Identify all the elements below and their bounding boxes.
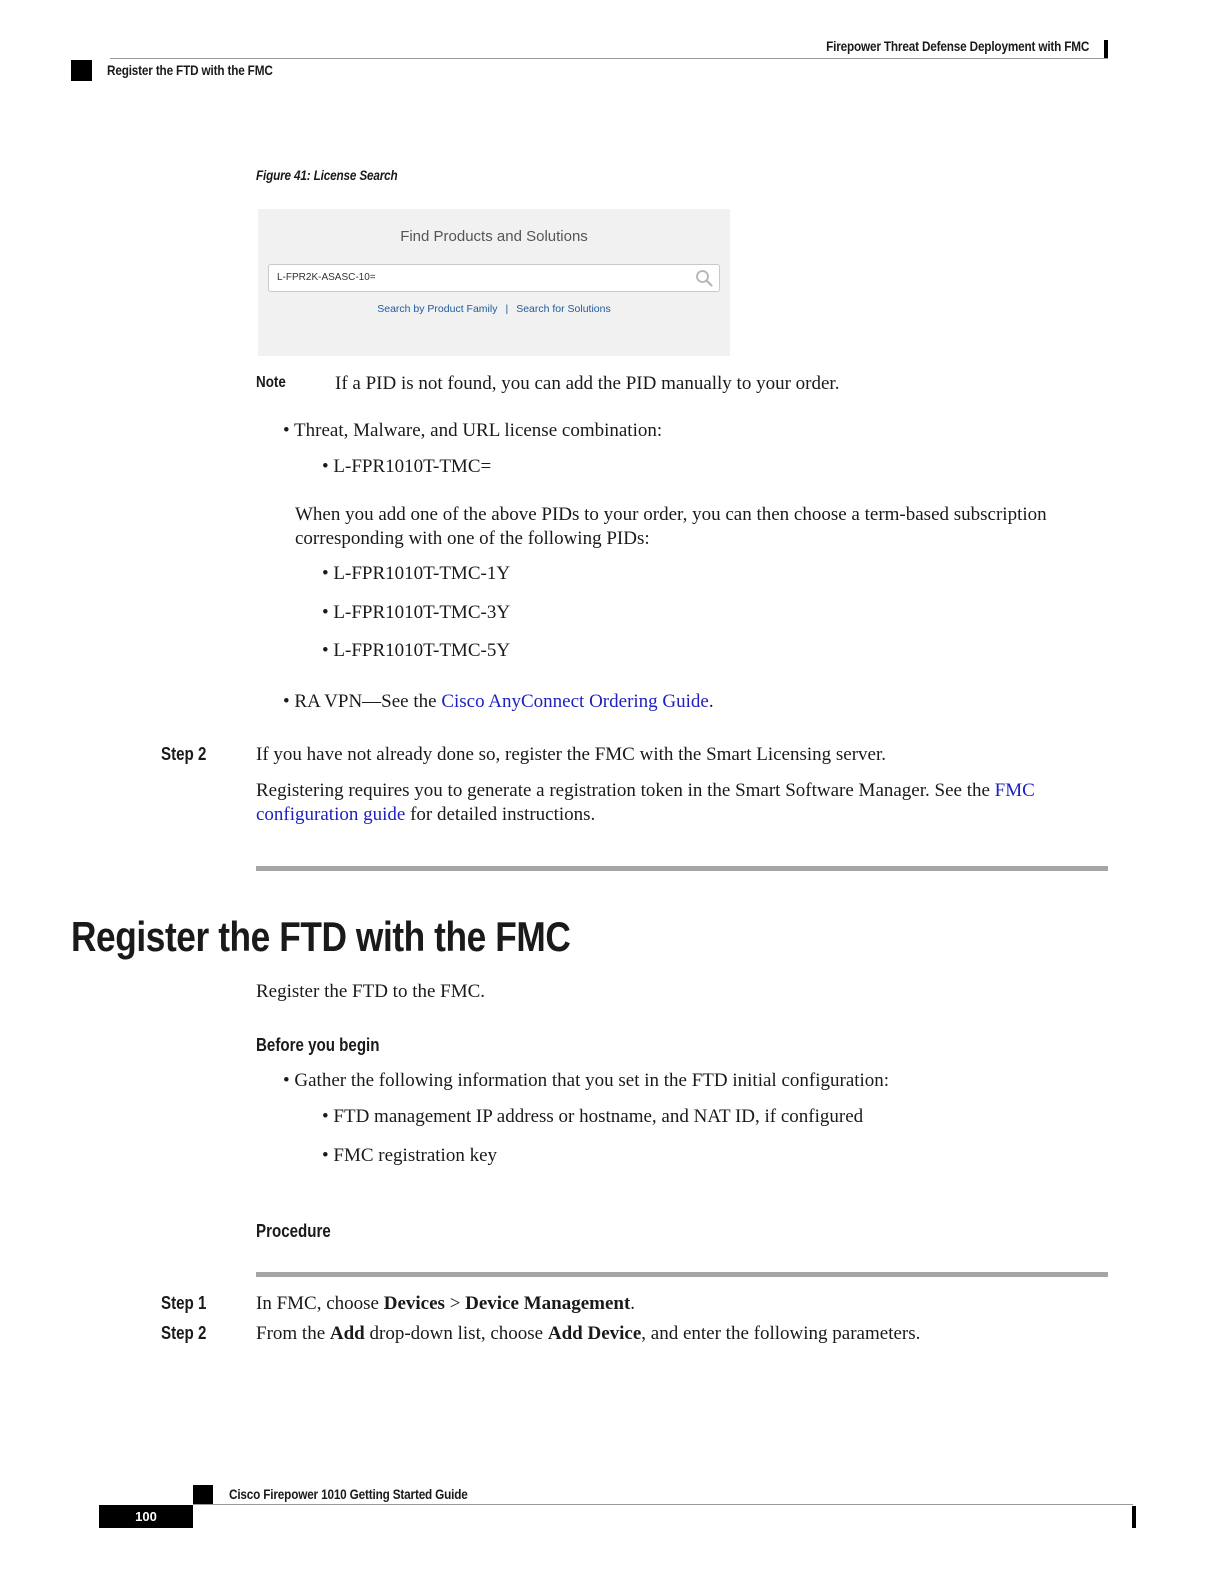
before-you-begin-heading: Before you begin xyxy=(256,1035,380,1055)
step-text-run: , and enter the following parameters. xyxy=(641,1323,921,1344)
step-detail-text: Registering requires you to generate a registration token in the Smart Software Manager. See the xyxy=(256,780,995,801)
page-number: 100 xyxy=(99,1505,193,1528)
ravpn-period: . xyxy=(708,691,714,712)
step-label: Step 1 xyxy=(161,1293,207,1313)
procedure-heading: Procedure xyxy=(256,1221,331,1241)
note-text: If a PID is not found, you can add the PID manually to your order. xyxy=(335,373,840,394)
step-text-run: From the xyxy=(256,1323,330,1344)
list-item-ravpn xyxy=(283,690,714,714)
running-header-title: Firepower Threat Defense Deployment with FMC xyxy=(825,38,1089,54)
list-item: • FMC registration key xyxy=(322,1145,497,1166)
step-text xyxy=(256,1322,920,1346)
header-bar-mark xyxy=(1104,40,1108,58)
section-intro: Register the FTD to the FMC. xyxy=(256,981,486,1002)
menu-separator: > xyxy=(444,1293,466,1314)
procedure-start-rule xyxy=(256,1272,1108,1277)
product-search-input[interactable] xyxy=(268,264,720,292)
anyconnect-ordering-guide-link[interactable]: Cisco AnyConnect Ordering Guide xyxy=(441,691,709,712)
menu-devices: Devices xyxy=(383,1293,445,1314)
step-text-run: In FMC, choose xyxy=(256,1293,384,1314)
header-section-marker xyxy=(71,60,92,81)
list-item: • Gather the following information that you set in the FTD initial configuration: xyxy=(283,1070,890,1091)
fmc-config-guide-link[interactable]: FMC xyxy=(994,780,1035,801)
step-label: Step 2 xyxy=(161,744,207,764)
list-item: • L-FPR1010T-TMC-5Y xyxy=(322,640,511,661)
search-icon[interactable] xyxy=(695,269,713,287)
header-rule xyxy=(110,58,1108,59)
step-label: Step 2 xyxy=(161,1323,207,1343)
step-text-run: drop-down list, choose xyxy=(364,1323,548,1344)
list-item: • Threat, Malware, and URL license combination: xyxy=(283,420,663,441)
footer-rule xyxy=(193,1504,1133,1505)
list-item: • FTD management IP address or hostname, and NAT ID, if configured xyxy=(322,1106,864,1127)
footer-marker xyxy=(193,1485,213,1505)
menu-device-management: Device Management xyxy=(465,1293,631,1314)
menu-add-device: Add Device xyxy=(547,1323,642,1344)
note-label: Note xyxy=(256,374,286,391)
footer-bar-mark xyxy=(1132,1506,1136,1528)
list-item: • L-FPR1010T-TMC-3Y xyxy=(322,602,511,623)
search-for-solutions-link[interactable]: Search for Solutions xyxy=(516,303,611,315)
footer-guide-title: Cisco Firepower 1010 Getting Started Guide xyxy=(229,1486,468,1502)
list-item: • L-FPR1010T-TMC= xyxy=(322,456,492,477)
find-products-heading: Find Products and Solutions xyxy=(400,228,588,245)
link-separator: | xyxy=(505,303,509,315)
license-search-figure xyxy=(258,209,730,356)
search-input-value: L-FPR2K-ASASC-10= xyxy=(277,272,376,283)
search-links xyxy=(258,303,730,315)
figure-caption: Figure 41: License Search xyxy=(256,167,398,183)
ravpn-text: • RA VPN—See the xyxy=(283,691,442,712)
search-by-product-family-link[interactable]: Search by Product Family xyxy=(377,303,498,315)
paragraph-line: corresponding with one of the following PIDs: xyxy=(295,528,650,549)
procedure-end-rule xyxy=(256,866,1108,871)
step-detail-line xyxy=(256,803,595,827)
step-text-run: . xyxy=(630,1293,636,1314)
step-text xyxy=(256,1292,635,1316)
step-detail-text: for detailed instructions. xyxy=(405,804,596,825)
fmc-config-guide-link-cont[interactable]: configuration guide xyxy=(256,804,406,825)
step-text: If you have not already done so, register the FMC with the Smart Licensing server. xyxy=(256,744,887,765)
running-header-section: Register the FTD with the FMC xyxy=(107,62,273,78)
step-detail-line xyxy=(256,779,1035,803)
paragraph-line: When you add one of the above PIDs to your order, you can then choose a term-based subscription xyxy=(295,504,1047,525)
section-title: Register the FTD with the FMC xyxy=(71,913,571,960)
menu-add: Add xyxy=(329,1323,365,1344)
list-item: • L-FPR1010T-TMC-1Y xyxy=(322,563,511,584)
